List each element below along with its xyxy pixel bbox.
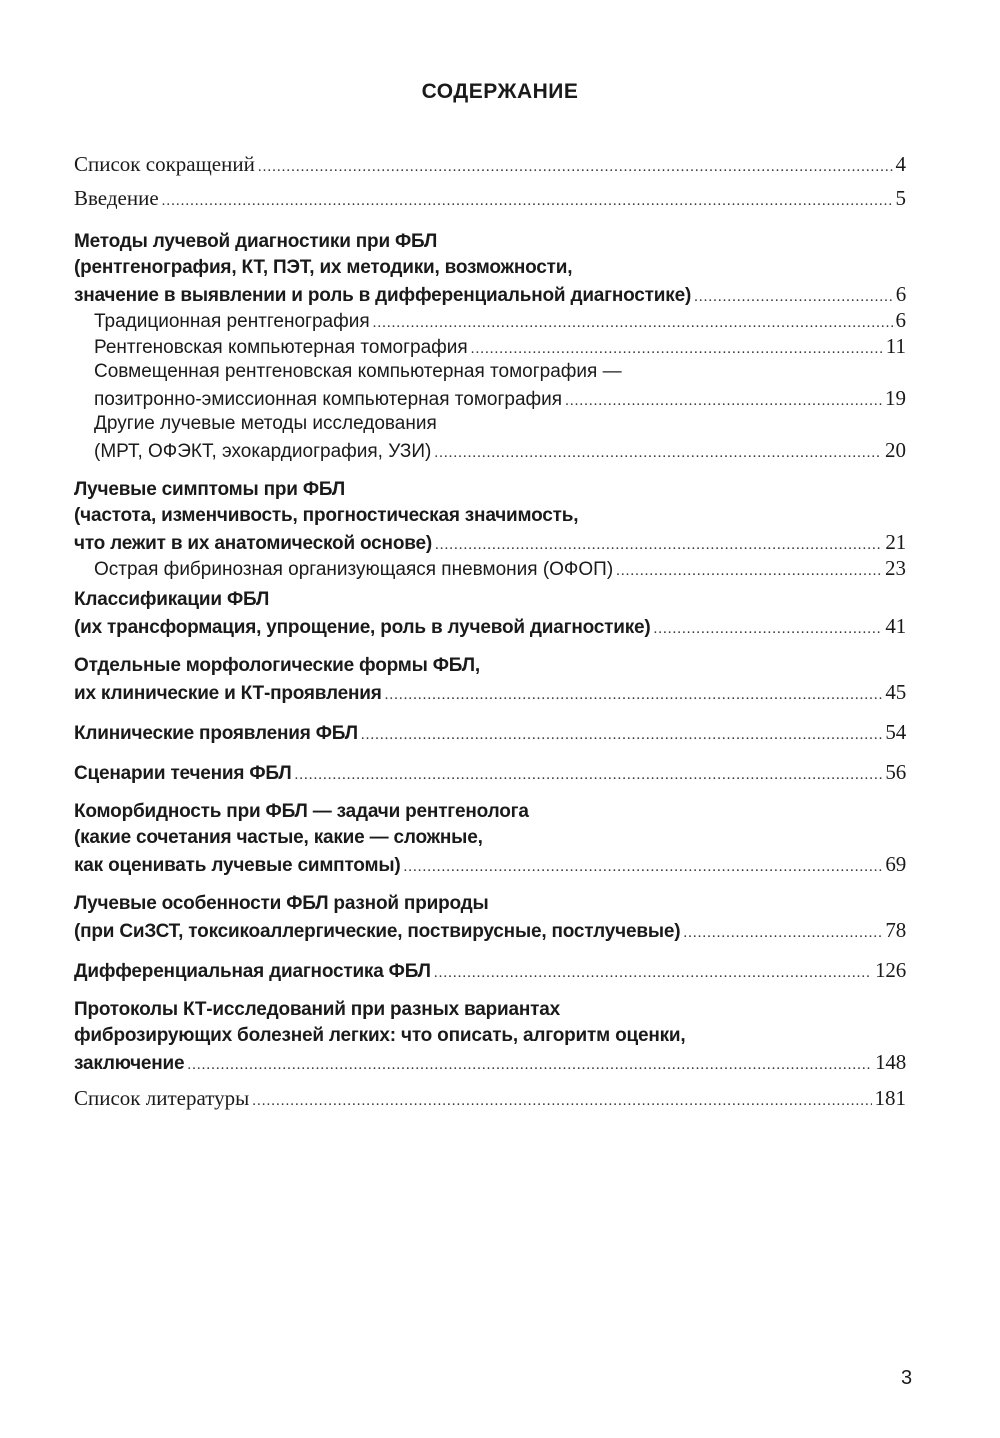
toc-entry-comorbidity[interactable] — [74, 799, 906, 877]
toc-entry-title: (МРТ, ОФЭКТ, эхокардиография, УЗИ) — [94, 441, 432, 462]
toc-subentry-radiography[interactable] — [74, 307, 906, 333]
toc-entry-abbreviations[interactable] — [74, 147, 906, 181]
dot-leader — [654, 616, 883, 642]
toc-entry-title: Методы лучевой диагностики при ФБЛ — [74, 231, 438, 252]
toc-page-number: 148 — [875, 1050, 906, 1074]
toc-entry-title: Отдельные морфологические формы ФБЛ, — [74, 655, 480, 676]
toc-entry-title: Введение — [74, 186, 159, 210]
dot-leader — [187, 1052, 872, 1078]
toc-entry-title: позитронно-эмиссионная компьютерная томография — [94, 389, 563, 410]
toc-page-number: 5 — [895, 186, 906, 210]
page-number: 3 — [901, 1367, 913, 1389]
toc-entry-title: Рентгеновская компьютерная томография — [94, 337, 468, 358]
toc-entry-title: Список литературы — [74, 1086, 250, 1110]
page-title: СОДЕРЖАНИЕ — [421, 80, 579, 103]
toc-entry-title: (их трансформация, упрощение, роль в лучевой диагностике) — [74, 617, 651, 638]
toc-entry-title: Классификации ФБЛ — [74, 589, 270, 610]
toc-entry-title: Традиционная рентгенография — [94, 311, 370, 332]
toc-entry-morphological-forms[interactable] — [74, 653, 906, 705]
toc-page-number: 19 — [885, 386, 906, 410]
toc-page-number: 54 — [885, 720, 906, 744]
toc-page-number: 11 — [885, 334, 906, 358]
toc-entry-title: фиброзирующих болезней легких: что описать, алгоритм оценки, — [74, 1025, 686, 1046]
dot-leader — [162, 184, 893, 218]
dot-leader — [258, 150, 893, 184]
toc-entry-radiological-signs[interactable] — [74, 477, 906, 555]
toc-entry-title: заключение — [74, 1053, 185, 1074]
toc-page-number: 21 — [885, 530, 906, 554]
toc-subentry-pet-ct[interactable] — [74, 359, 906, 411]
toc-entry-title: что лежит в их анатомической основе) — [74, 533, 432, 554]
toc-page-number: 126 — [875, 958, 906, 982]
dot-leader — [616, 558, 882, 584]
dot-leader — [434, 440, 882, 466]
dot-leader — [683, 920, 882, 946]
toc-entry-title: Список сокращений — [74, 152, 255, 176]
toc-page-number: 181 — [874, 1086, 906, 1110]
toc-entry-title: Лучевые симптомы при ФБЛ — [74, 479, 345, 500]
dot-leader — [403, 854, 882, 880]
toc-subentry-afop[interactable] — [74, 555, 906, 581]
toc-page-number: 45 — [885, 680, 906, 704]
toc-entry-title: их клинические и КТ-проявления — [74, 683, 382, 704]
toc-entry-title: (частота, изменчивость, прогностическая значимость, — [74, 505, 579, 526]
dot-leader — [385, 682, 883, 708]
dot-leader — [295, 762, 883, 788]
toc-entry-clinical-manifestations[interactable] — [74, 719, 906, 745]
toc-entry-title: Дифференциальная диагностика ФБЛ — [74, 961, 431, 982]
toc-page-number: 41 — [885, 614, 906, 638]
toc-entry-title: как оценивать лучевые симптомы) — [74, 855, 401, 876]
toc-entry-title: Протоколы КТ-исследований при разных вариантах — [74, 999, 561, 1020]
toc-entry-introduction[interactable] — [74, 181, 906, 215]
toc-entry-classifications[interactable] — [74, 587, 906, 639]
toc-entry-title: Сценарии течения ФБЛ — [74, 763, 292, 784]
toc-page-number: 69 — [885, 852, 906, 876]
dot-leader — [434, 960, 872, 986]
toc-entry-imaging-methods[interactable] — [74, 229, 906, 307]
toc-entry-title: Коморбидность при ФБЛ — задачи рентгенолога — [74, 801, 529, 822]
toc-entry-title: Другие лучевые методы исследования — [94, 413, 437, 434]
toc-page-number: 56 — [885, 760, 906, 784]
toc-page-number: 6 — [895, 308, 906, 332]
toc-page-number: 4 — [895, 152, 906, 176]
toc-entry-ct-protocols[interactable] — [74, 997, 906, 1075]
toc-entry-title: (какие сочетания частые, какие — сложные, — [74, 827, 483, 848]
toc-subentry-other-methods[interactable] — [74, 411, 906, 463]
toc-entry-title: Клинические проявления ФБЛ — [74, 723, 358, 744]
toc-entry-title: Лучевые особенности ФБЛ разной природы — [74, 893, 489, 914]
toc-entry-course-scenarios[interactable] — [74, 759, 906, 785]
toc-page-number: 78 — [885, 918, 906, 942]
toc-entry-radiological-features[interactable] — [74, 891, 906, 943]
toc-entry-differential-diagnosis[interactable] — [74, 957, 906, 983]
table-of-contents — [74, 147, 906, 1115]
toc-subentry-ct[interactable] — [74, 333, 906, 359]
dot-leader — [252, 1084, 871, 1118]
toc-page-number: 20 — [885, 438, 906, 462]
toc-entry-title: (при СиЗСТ, токсикоаллергические, поствирусные, постлучевые) — [74, 921, 681, 942]
toc-entry-title: Совмещенная рентгеновская компьютерная томография — — [94, 361, 622, 382]
toc-page-number: 23 — [885, 556, 906, 580]
toc-entry-title: (рентгенография, КТ, ПЭТ, их методики, возможности, — [74, 257, 573, 278]
dot-leader — [361, 722, 883, 748]
toc-entry-title: значение в выявлении и роль в дифференциальной диагностике) — [74, 285, 692, 306]
toc-entry-title: Острая фибринозная организующаяся пневмония (ОФОП) — [94, 559, 614, 580]
toc-entry-references[interactable] — [74, 1081, 906, 1115]
toc-page-number: 6 — [895, 282, 906, 306]
